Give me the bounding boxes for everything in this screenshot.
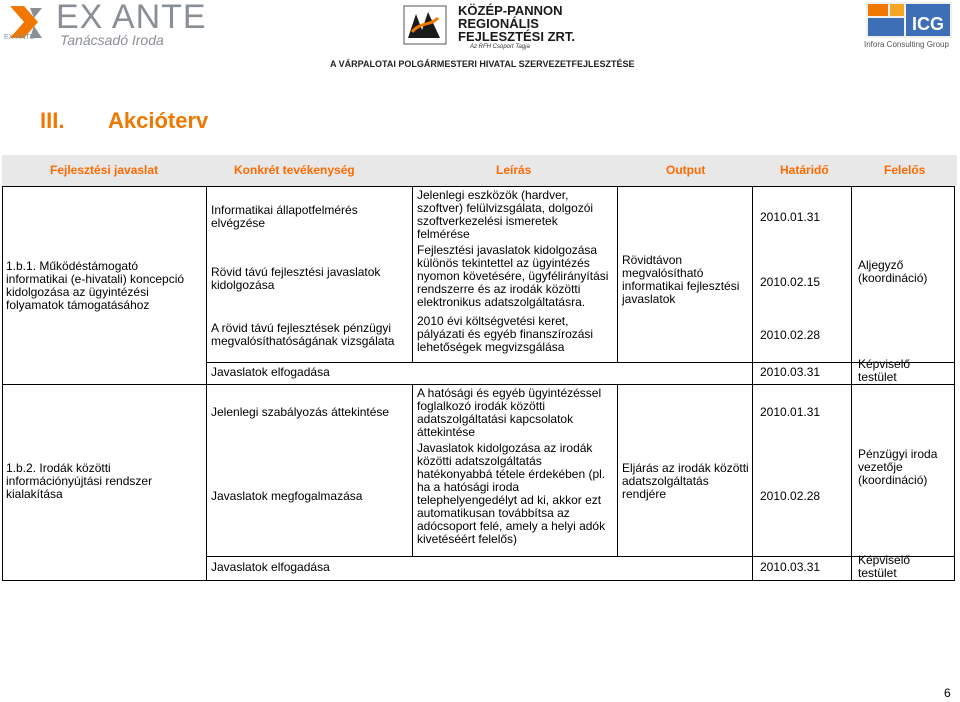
s1-proposal: 1.b.1. Működéstámogató informatikai (e-hivatali) koncepció kidolgozása az ügyintézési folyamatok támogatásához (6, 259, 185, 312)
ex-ante-name: EX ANTE (56, 0, 207, 36)
s2-approval: Javaslatok elfogadása (211, 560, 330, 574)
grid-col-left (2, 186, 3, 581)
grid-col-3b (617, 384, 618, 557)
grid-col-right (954, 186, 955, 581)
s2-responsible: Pénzügyi iroda vezetője (koordináció) (858, 447, 938, 487)
s2-proposal: 1.b.2. Irodák közötti információnyújtási rendszer kialakítása (6, 461, 153, 501)
s1-activity-2: Rövid távú fejlesztési javaslatok kidolgozása (211, 265, 381, 292)
s1-approval: Javaslatok elfogadása (211, 365, 330, 379)
kozep-pannon-logo-icon (400, 2, 450, 48)
col-header-activity: Konkrét tevékenység (234, 163, 355, 177)
s1-description-3: 2010 évi költségvetési keret, pályázati és egyéb finanszírozási lehetőségek megvizsgálása (417, 314, 594, 354)
s1-deadline-1: 2010.01.31 (760, 210, 821, 224)
grid-col-5 (851, 186, 852, 581)
s2-description-2: Javaslatok kidolgozása az irodák közötti adatszolgáltatás hatékonyabbá tétele érdekében (pl. ha a hatósági iroda telephelyengedélyt ad ki, akkor ezt automatikusan továbbítsa az adócsoport felé, amely a helyi adók kivetéséért felelős) (417, 441, 606, 546)
grid-col-1 (206, 186, 207, 581)
s1-description-1: Jelenlegi eszközök (hardver, szoftver) felülvizsgálata, dolgozói szoftverkezelési ismeretek felmérése (417, 188, 594, 241)
grid-line-bottom (2, 580, 954, 581)
icg-subtitle: Infora Consulting Group (864, 40, 949, 49)
s2-deadline-1: 2010.01.31 (760, 405, 821, 419)
title-number: III. (40, 108, 65, 133)
s2-output: Eljárás az irodák közötti adatszolgáltatás rendjére (622, 461, 749, 501)
col-header-responsible: Felelős (884, 163, 926, 177)
kp-line-2: REGIONÁLIS (458, 16, 539, 31)
s2-deadline-2: 2010.02.28 (760, 489, 821, 503)
ex-ante-subtitle: Tanácsadó Iroda (60, 32, 164, 48)
grid-line-section-divider (2, 384, 954, 385)
s1-activity-1: Informatikai állapotfelmérés elvégzése (211, 203, 358, 230)
s1-approval-deadline: 2010.03.31 (760, 365, 821, 379)
s1-deadline-3: 2010.02.28 (760, 328, 821, 342)
kp-line-1: KÖZÉP-PANNON (458, 3, 563, 18)
s1-approval-responsible: Képviselő testület (858, 357, 911, 384)
col-header-output: Output (666, 163, 706, 177)
s2-description-1: A hatósági és egyéb ügyintézéssel foglalkozó irodák közötti adatszolgáltatási kapcsolatok áttekintése (417, 386, 602, 439)
title-text: Akcióterv (108, 108, 209, 133)
kp-line-3: FEJLESZTÉSI ZRT. (458, 29, 576, 44)
col-header-deadline: Határidő (780, 163, 829, 177)
s1-responsible: Aljegyző (koordináció) (858, 258, 928, 285)
grid-line-s2-approval (206, 556, 954, 557)
s2-approval-deadline: 2010.03.31 (760, 560, 821, 574)
grid-col-2a (412, 186, 413, 363)
page-number: 6 (944, 686, 951, 700)
s1-deadline-2: 2010.02.15 (760, 275, 821, 289)
document-subtitle: A VÁRPALOTAI POLGÁRMESTERI HIVATAL SZERVEZETFEJLESZTÉSE (330, 59, 635, 69)
s1-description-2: Fejlesztési javaslatok kidolgozása különös tekintettel az ügyintézés nyomon követésére, ügyfélirányítási rendszerre és az irodák közötti elektronikus adatszolgáltatásra. (417, 243, 609, 309)
grid-line-s1-approval (206, 362, 954, 363)
grid-col-2b (412, 384, 413, 557)
col-header-proposal: Fejlesztési javaslat (50, 163, 159, 177)
s2-approval-responsible: Képviselő testület (858, 553, 911, 580)
grid-col-4 (752, 186, 753, 581)
kp-subtitle: Az RFH Csoport Tagja (470, 44, 530, 50)
ex-ante-small-label: EX-ANTE (4, 34, 35, 41)
grid-line-top (2, 186, 954, 187)
grid-col-3a (617, 186, 618, 363)
s2-activity-2: Javaslatok megfogalmazása (211, 489, 363, 503)
svg-text:ICG: ICG (912, 14, 945, 34)
s1-output: Rövidtávon megvalósítható informatikai fejlesztési javaslatok (622, 253, 740, 306)
s2-activity-1: Jelenlegi szabályozás áttekintése (211, 405, 390, 419)
page-title (40, 108, 208, 134)
col-header-description: Leírás (496, 163, 532, 177)
s1-activity-3: A rövid távú fejlesztések pénzügyi megvalósíthatóságának vizsgálata (211, 321, 395, 348)
